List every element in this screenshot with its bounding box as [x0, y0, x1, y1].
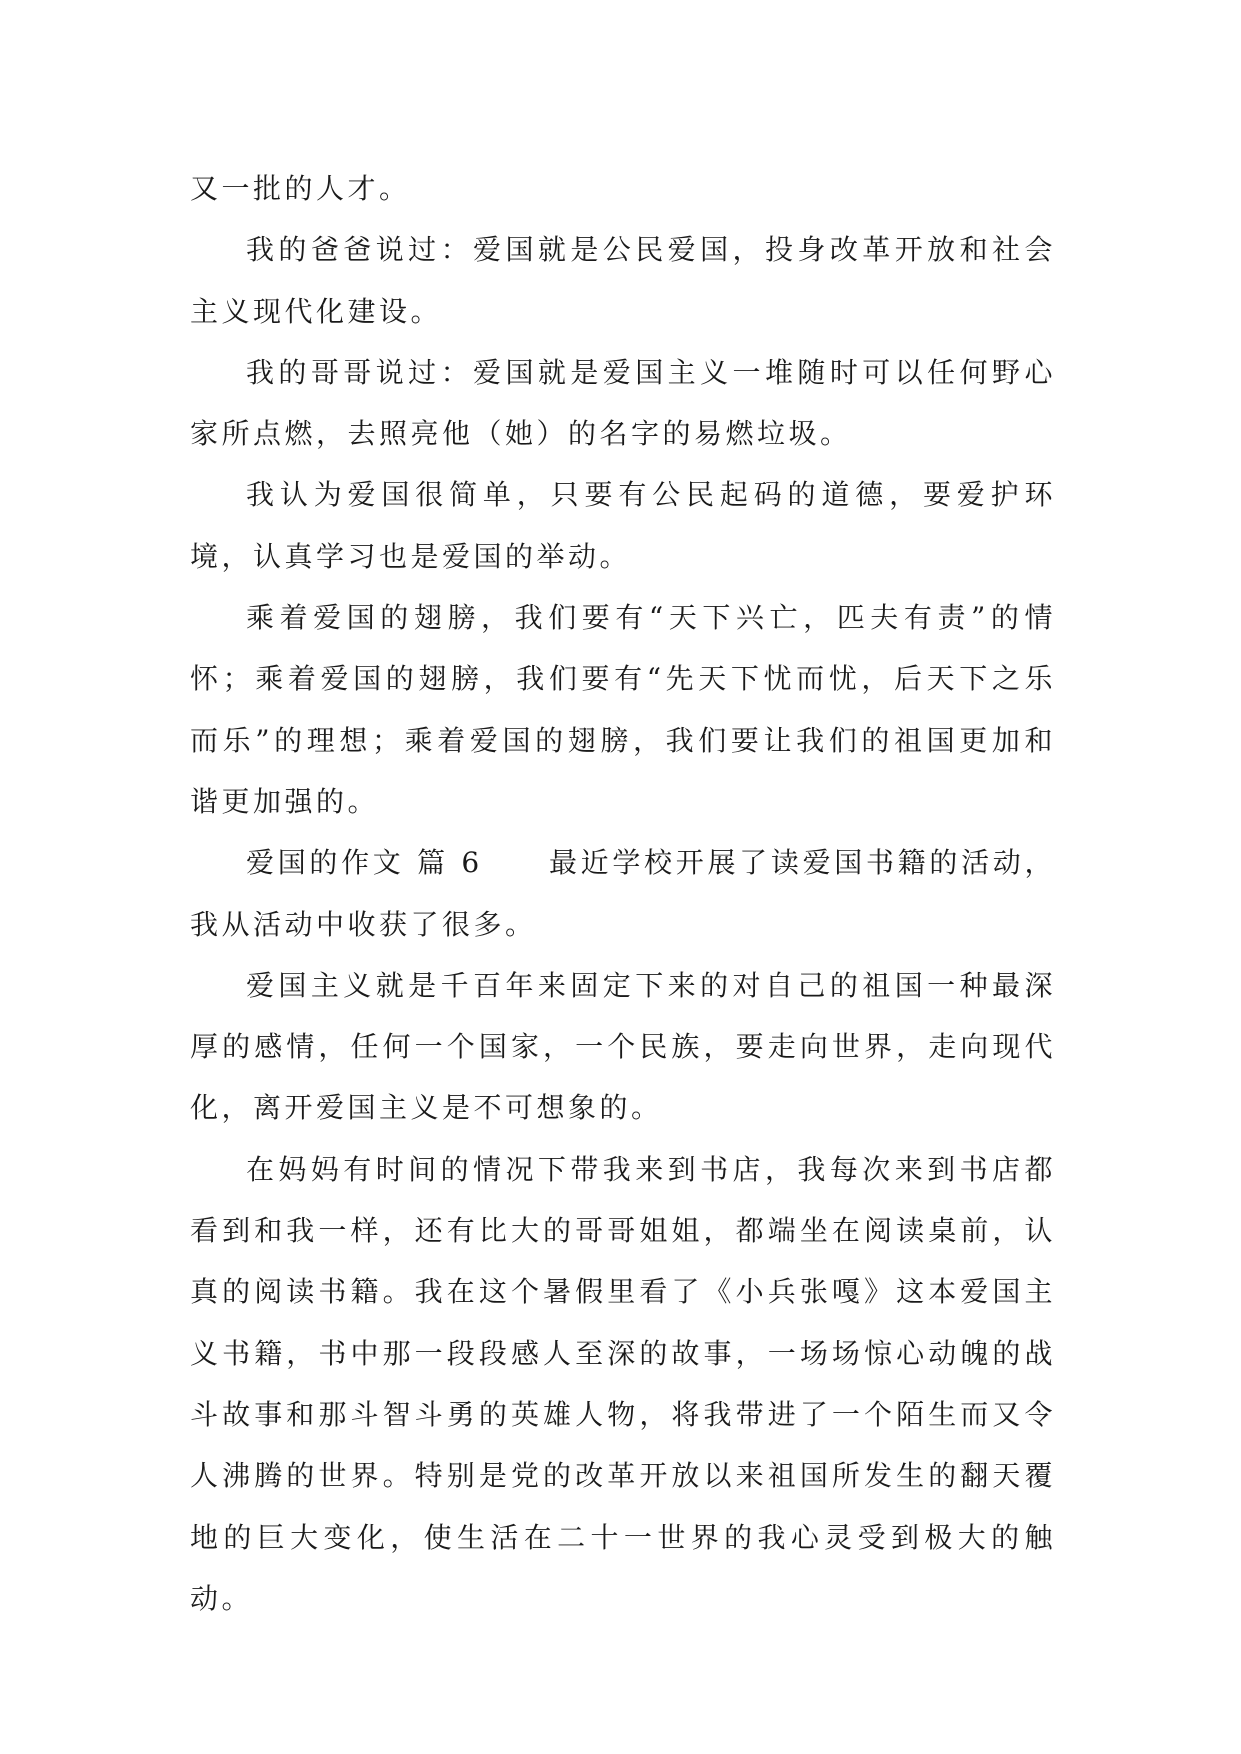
- document-page: [190, 158, 1056, 1629]
- paragraph-text: 我的爸爸说过：爱国就是公民爱国，投身改革开放和社会主义现代化建设。: [190, 233, 1056, 328]
- paragraph-text: 乘着爱国的翅膀，我们要有“天下兴亡，匹夫有责”的情怀；乘着爱国的翅膀，我们要有“先天下忧而忧，后天下之乐而乐”的理想；乘着爱国的翅膀，我们要让我们的祖国更加和谐更加强的。: [190, 601, 1056, 818]
- section-paragraph: [190, 832, 1056, 955]
- paragraph: [190, 1139, 1056, 1629]
- paragraph-text: 最近学校开展了读爱国书籍的活动，我从活动中收获了很多。: [190, 846, 1056, 941]
- paragraph: [190, 955, 1056, 1139]
- paragraph-text: 爱国主义就是千百年来固定下来的对自己的祖国一种最深厚的感情，任何一个国家，一个民族，要走向世界，走向现代化，离开爱国主义是不可想象的。: [190, 968, 1056, 1125]
- paragraph-text: 我的哥哥说过：爱国就是爱国主义一堆随时可以任何野心家所点燃，去照亮他（她）的名字的易燃垃圾。: [190, 355, 1056, 451]
- paragraph-text: 在妈妈有时间的情况下带我来到书店，我每次来到书店都看到和我一样，还有比大的哥哥姐姐，都端坐在阅读桌前，认真的阅读书籍。我在这个暑假里看了《小兵张嘎》这本爱国主义书籍，书中那一段段感人至深的故事，一场场惊心动魄的战斗故事和那斗智斗勇的英雄人物，将我带进了一个陌生而又令人沸腾的世界。特别是党的改革开放以来祖国所发生的翻天覆地的巨大变化，使生活在二十一世界的我心灵受到极大的触动。: [190, 1152, 1056, 1615]
- paragraph: [190, 464, 1056, 587]
- paragraph: [190, 587, 1056, 832]
- paragraph-text: 又一批的人才。: [190, 172, 411, 205]
- paragraph: [190, 219, 1056, 342]
- paragraph: [190, 342, 1056, 465]
- section-heading: 爱国的作文 篇 6: [246, 846, 483, 880]
- paragraph: [190, 158, 1056, 219]
- paragraph-text: 我认为爱国很简单，只要有公民起码的道德，要爱护环境，认真学习也是爱国的举动。: [190, 478, 1056, 573]
